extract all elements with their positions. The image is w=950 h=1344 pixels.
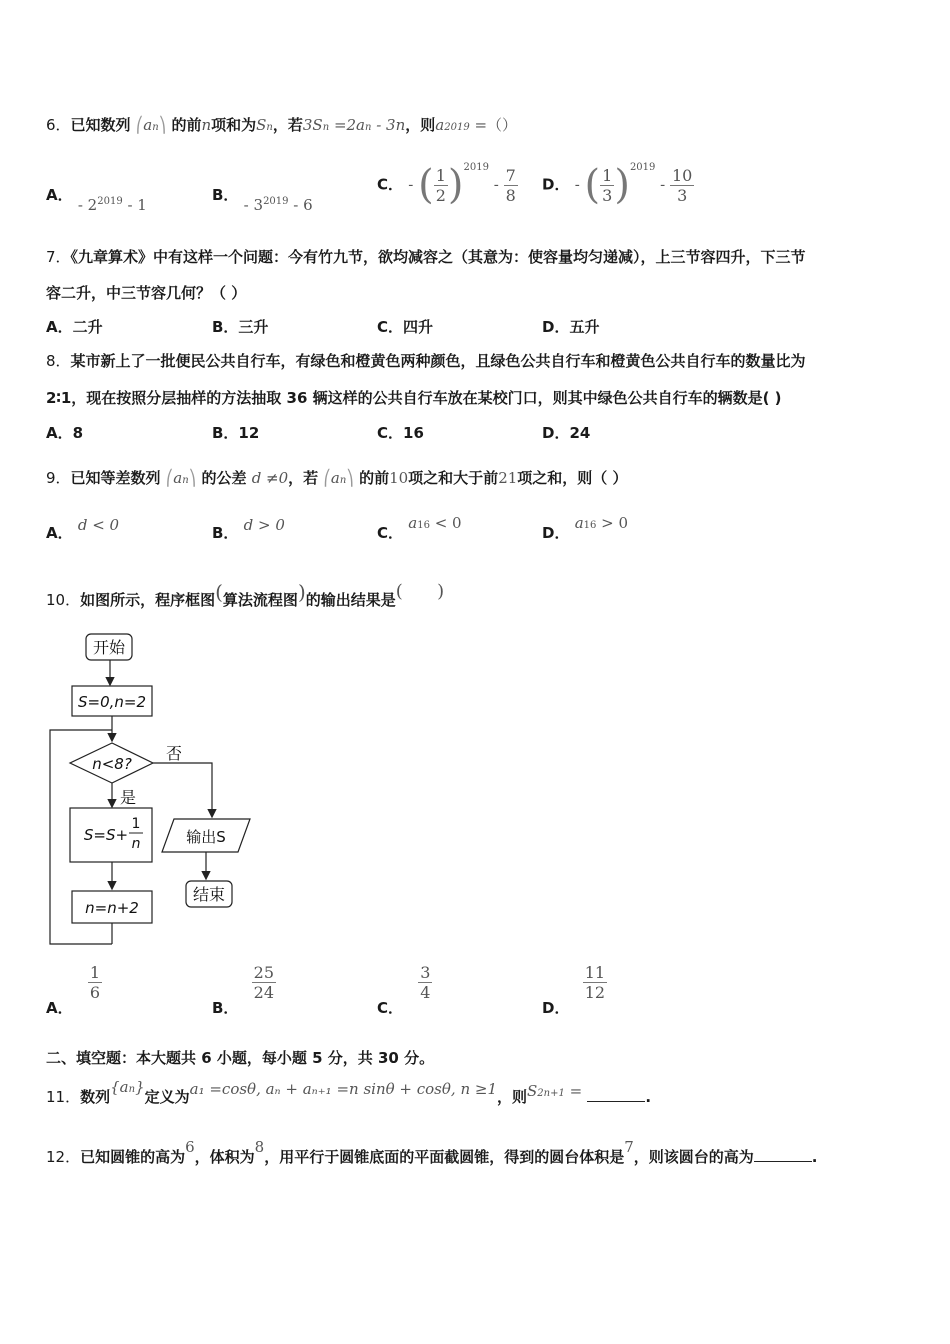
q9-option-c[interactable]: C． a16 < 0	[377, 514, 462, 542]
q6-number: 6．	[46, 116, 71, 134]
q8-option-d[interactable]: D．24	[542, 424, 591, 442]
flow-sum-denominator: n	[131, 836, 141, 852]
q10-option-d[interactable]: D． $\frac{11}{12}$	[542, 963, 606, 1017]
q9-option-b[interactable]: B． d > 0	[212, 516, 285, 542]
flow-start-label: 开始	[92, 638, 126, 657]
q6-option-d[interactable]: D． - ( $\frac{1}{3}$ )$^{2019}$ - $\frac{10}{3}$	[542, 161, 693, 208]
q7-option-a[interactable]: A．二升	[46, 318, 103, 336]
q10-option-b[interactable]: B． $\frac{25}{24}$	[212, 963, 275, 1017]
flow-no-label: 否	[165, 744, 183, 763]
q8-option-b[interactable]: B．12	[212, 424, 260, 442]
q8-option-a[interactable]: A．8	[46, 424, 84, 442]
flowchart	[40, 630, 270, 960]
q12-stem: 12．已知圆锥的高为6，体积为8，用平行于圆锥底面的平面截圆锥，得到的圆台体积是7，则该圆台的高为 .	[46, 1138, 818, 1166]
flow-sum-numerator: 1	[131, 816, 141, 832]
q11-stem: 11．数列{an}定义为a₁ =cosθ, aₙ + aₙ₊₁ =n sinθ + cosθ, n ≥1，则S2n+1 = .	[46, 1078, 652, 1106]
q12-answer-blank[interactable]	[754, 1161, 812, 1162]
q7-option-b[interactable]: B．三升	[212, 318, 269, 336]
q9-option-d[interactable]: D． a16 > 0	[542, 514, 629, 542]
q8-stem-line2: 2∶1，现在按照分层抽样的方法抽取 36 辆这样的公共自行车放在某校门口，则其中绿色公共自行车的辆数是( )	[46, 389, 782, 407]
q7-stem-line2: 容二升，中三节容几何？（ ）	[46, 284, 247, 302]
q7-option-c[interactable]: C．四升	[377, 318, 434, 336]
q9-option-a[interactable]: A． d < 0	[46, 516, 120, 542]
q6-stem: 6．已知数列 ⎛an⎞ 的前n项和为Sn，若3Sn =2an - 3n，则a2019 =（）	[46, 116, 518, 134]
q6-option-c[interactable]: C． - ( $\frac{1}{2}$ )$^{2019}$ - $\frac{7}{8}$	[377, 161, 516, 208]
flow-sum-label: S=S+	[83, 826, 129, 844]
q10-option-c[interactable]: C． $\frac{3}{4}$	[377, 963, 431, 1017]
q10-stem: 10．如图所示，程序框图(算法流程图)的输出结果是( )	[46, 580, 445, 609]
q10-option-a[interactable]: A． $\frac{1}{6}$	[46, 963, 101, 1017]
flow-increment-label: n=n+2	[85, 899, 139, 917]
section-title-fill-in: 二、填空题：本大题共 6 小题，每小题 5 分，共 30 分。	[46, 1049, 435, 1067]
q6-option-b[interactable]: B． - $3^{2019} - 6$	[212, 186, 313, 214]
flow-end-label: 结束	[192, 885, 226, 904]
q8-stem-line1: 8．某市新上了一批便民公共自行车，有绿色和橙黄色两种颜色，且绿色公共自行车和橙黄色公共自行车的数量比为	[46, 352, 806, 370]
flow-init-label: S=0,n=2	[77, 693, 147, 711]
q6-option-a[interactable]: A． - $2^{2019} - 1$	[46, 186, 147, 214]
q7-stem-line1: 7．《九章算术》中有这样一个问题：今有竹九节，欲均减容之（其意为：使容量均匀递减），上三节容四升，下三节	[46, 248, 806, 266]
q7-option-d[interactable]: D．五升	[542, 318, 600, 336]
flow-yes-label: 是	[119, 788, 137, 807]
flow-condition-label: n<8?	[92, 755, 132, 773]
q11-answer-blank[interactable]	[587, 1101, 645, 1102]
q8-option-c[interactable]: C．16	[377, 424, 424, 442]
flow-output-label: 输出S	[186, 828, 226, 846]
q9-stem: 9．已知等差数列 ⎛an⎞ 的公差 d ≠0，若 ⎛an⎞ 的前10项之和大于前21项之和，则（ ）	[46, 469, 628, 487]
